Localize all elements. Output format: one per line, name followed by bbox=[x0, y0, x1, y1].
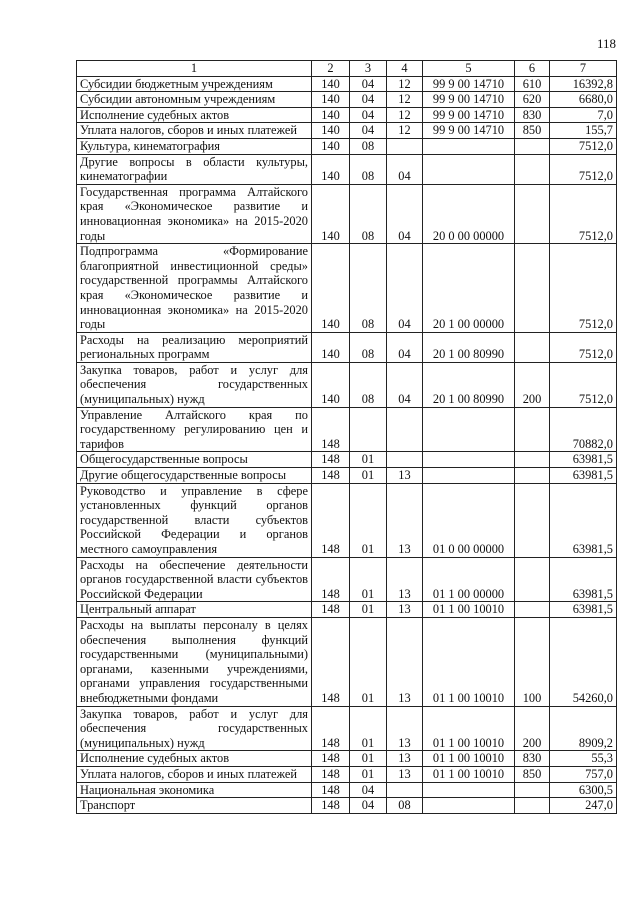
table-row bbox=[77, 332, 617, 362]
expense-name-cell: Транспорт bbox=[77, 798, 312, 814]
section-code-cell: 01 bbox=[350, 617, 387, 706]
section-code-cell: 01 bbox=[350, 557, 387, 602]
section-code-cell: 08 bbox=[350, 154, 387, 184]
section-code-cell: 04 bbox=[350, 107, 387, 123]
target-article-cell: 01 1 00 10010 bbox=[423, 706, 515, 751]
expense-type-cell bbox=[515, 244, 550, 333]
expense-type-cell: 100 bbox=[515, 617, 550, 706]
expense-name-cell: Субсидии бюджетным учреждениям bbox=[77, 76, 312, 92]
expense-type-cell bbox=[515, 602, 550, 618]
amount-cell: 7512,0 bbox=[550, 332, 617, 362]
subsection-code-cell: 04 bbox=[387, 332, 423, 362]
target-article-cell bbox=[423, 154, 515, 184]
table-row bbox=[77, 557, 617, 602]
header-cell: 4 bbox=[387, 61, 423, 77]
subsection-code-cell bbox=[387, 407, 423, 452]
target-article-cell: 99 9 00 14710 bbox=[423, 107, 515, 123]
table-row bbox=[77, 602, 617, 618]
subsection-code-cell: 04 bbox=[387, 362, 423, 407]
target-article-cell: 20 1 00 80990 bbox=[423, 362, 515, 407]
amount-cell: 7512,0 bbox=[550, 154, 617, 184]
amount-cell: 155,7 bbox=[550, 123, 617, 139]
target-article-cell bbox=[423, 452, 515, 468]
expense-name-cell: Центральный аппарат bbox=[77, 602, 312, 618]
amount-cell: 6300,5 bbox=[550, 782, 617, 798]
target-article-cell bbox=[423, 407, 515, 452]
table-row bbox=[77, 123, 617, 139]
ministry-code-cell: 148 bbox=[312, 798, 350, 814]
subsection-code-cell: 12 bbox=[387, 123, 423, 139]
ministry-code-cell: 140 bbox=[312, 107, 350, 123]
expense-type-cell: 830 bbox=[515, 751, 550, 767]
amount-cell: 7512,0 bbox=[550, 138, 617, 154]
subsection-code-cell: 12 bbox=[387, 76, 423, 92]
expense-type-cell: 830 bbox=[515, 107, 550, 123]
target-article-cell: 01 1 00 00000 bbox=[423, 557, 515, 602]
expense-name-cell: Расходы на реализацию мероприятий региональных программ bbox=[77, 332, 312, 362]
expense-type-cell bbox=[515, 184, 550, 243]
section-code-cell: 01 bbox=[350, 602, 387, 618]
subsection-code-cell: 12 bbox=[387, 92, 423, 108]
amount-cell: 7512,0 bbox=[550, 244, 617, 333]
table-row bbox=[77, 154, 617, 184]
subsection-code-cell: 13 bbox=[387, 602, 423, 618]
ministry-code-cell: 148 bbox=[312, 483, 350, 557]
target-article-cell bbox=[423, 138, 515, 154]
section-code-cell: 04 bbox=[350, 123, 387, 139]
section-code-cell: 01 bbox=[350, 468, 387, 484]
amount-cell: 6680,0 bbox=[550, 92, 617, 108]
expense-name-cell: Уплата налогов, сборов и иных платежей bbox=[77, 123, 312, 139]
ministry-code-cell: 148 bbox=[312, 468, 350, 484]
section-code-cell: 01 bbox=[350, 751, 387, 767]
subsection-code-cell bbox=[387, 138, 423, 154]
ministry-code-cell: 148 bbox=[312, 617, 350, 706]
amount-cell: 247,0 bbox=[550, 798, 617, 814]
section-code-cell: 08 bbox=[350, 138, 387, 154]
table-row bbox=[77, 362, 617, 407]
ministry-code-cell: 148 bbox=[312, 602, 350, 618]
target-article-cell: 01 1 00 10010 bbox=[423, 766, 515, 782]
target-article-cell: 01 1 00 10010 bbox=[423, 602, 515, 618]
ministry-code-cell: 140 bbox=[312, 362, 350, 407]
table-row bbox=[77, 706, 617, 751]
section-code-cell: 04 bbox=[350, 798, 387, 814]
table-row bbox=[77, 766, 617, 782]
expense-name-cell: Расходы на обеспечение деятельности органов государственной власти субъектов Российской Федерации bbox=[77, 557, 312, 602]
target-article-cell: 20 0 00 00000 bbox=[423, 184, 515, 243]
expense-type-cell bbox=[515, 483, 550, 557]
ministry-code-cell: 140 bbox=[312, 76, 350, 92]
ministry-code-cell: 140 bbox=[312, 184, 350, 243]
section-code-cell: 08 bbox=[350, 244, 387, 333]
expense-type-cell bbox=[515, 407, 550, 452]
expense-type-cell bbox=[515, 154, 550, 184]
section-code-cell bbox=[350, 407, 387, 452]
expense-name-cell: Подпрограмма «Формирование благоприятной инвестиционной среды» государственной программы Алтайского края «Экономическое развитие и инновационная экономика» на 2015-2020 годы bbox=[77, 244, 312, 333]
target-article-cell: 01 1 00 10010 bbox=[423, 751, 515, 767]
expense-name-cell: Государственная программа Алтайского края «Экономическое развитие и инновационная экономика» на 2015-2020 годы bbox=[77, 184, 312, 243]
amount-cell: 8909,2 bbox=[550, 706, 617, 751]
section-code-cell: 01 bbox=[350, 766, 387, 782]
amount-cell: 63981,5 bbox=[550, 483, 617, 557]
table-header-row bbox=[77, 61, 617, 77]
subsection-code-cell: 13 bbox=[387, 751, 423, 767]
amount-cell: 7,0 bbox=[550, 107, 617, 123]
subsection-code-cell bbox=[387, 452, 423, 468]
expense-type-cell bbox=[515, 452, 550, 468]
amount-cell: 7512,0 bbox=[550, 184, 617, 243]
target-article-cell bbox=[423, 468, 515, 484]
expense-type-cell: 200 bbox=[515, 706, 550, 751]
expense-name-cell: Руководство и управление в сфере установленных функций органов государственной власти субъектов Российской Федерации и органов местного самоуправления bbox=[77, 483, 312, 557]
subsection-code-cell: 04 bbox=[387, 184, 423, 243]
subsection-code-cell: 04 bbox=[387, 244, 423, 333]
table-row bbox=[77, 138, 617, 154]
table-row bbox=[77, 76, 617, 92]
ministry-code-cell: 148 bbox=[312, 751, 350, 767]
ministry-code-cell: 148 bbox=[312, 706, 350, 751]
table-row bbox=[77, 92, 617, 108]
header-cell: 2 bbox=[312, 61, 350, 77]
expense-name-cell: Национальная экономика bbox=[77, 782, 312, 798]
amount-cell: 63981,5 bbox=[550, 452, 617, 468]
expense-name-cell: Другие общегосударственные вопросы bbox=[77, 468, 312, 484]
expense-name-cell: Управление Алтайского края по государственному регулированию цен и тарифов bbox=[77, 407, 312, 452]
table-row bbox=[77, 407, 617, 452]
ministry-code-cell: 148 bbox=[312, 782, 350, 798]
expense-type-cell bbox=[515, 138, 550, 154]
expense-name-cell: Другие вопросы в области культуры, кинематографии bbox=[77, 154, 312, 184]
target-article-cell bbox=[423, 782, 515, 798]
subsection-code-cell: 13 bbox=[387, 468, 423, 484]
amount-cell: 70882,0 bbox=[550, 407, 617, 452]
section-code-cell: 04 bbox=[350, 782, 387, 798]
amount-cell: 757,0 bbox=[550, 766, 617, 782]
amount-cell: 16392,8 bbox=[550, 76, 617, 92]
target-article-cell: 20 1 00 80990 bbox=[423, 332, 515, 362]
table-row bbox=[77, 798, 617, 814]
subsection-code-cell: 13 bbox=[387, 706, 423, 751]
subsection-code-cell: 08 bbox=[387, 798, 423, 814]
section-code-cell: 04 bbox=[350, 92, 387, 108]
ministry-code-cell: 140 bbox=[312, 244, 350, 333]
target-article-cell: 99 9 00 14710 bbox=[423, 123, 515, 139]
table-row bbox=[77, 107, 617, 123]
expense-type-cell bbox=[515, 782, 550, 798]
expense-name-cell: Субсидии автономным учреждениям bbox=[77, 92, 312, 108]
target-article-cell: 20 1 00 00000 bbox=[423, 244, 515, 333]
expense-type-cell: 850 bbox=[515, 123, 550, 139]
target-article-cell bbox=[423, 798, 515, 814]
table-row bbox=[77, 617, 617, 706]
ministry-code-cell: 148 bbox=[312, 766, 350, 782]
header-cell: 5 bbox=[423, 61, 515, 77]
expense-name-cell: Исполнение судебных актов bbox=[77, 751, 312, 767]
expense-type-cell: 610 bbox=[515, 76, 550, 92]
subsection-code-cell: 13 bbox=[387, 557, 423, 602]
table-row bbox=[77, 468, 617, 484]
table-row bbox=[77, 452, 617, 468]
subsection-code-cell: 13 bbox=[387, 617, 423, 706]
expense-type-cell: 620 bbox=[515, 92, 550, 108]
subsection-code-cell: 13 bbox=[387, 483, 423, 557]
amount-cell: 55,3 bbox=[550, 751, 617, 767]
section-code-cell: 04 bbox=[350, 76, 387, 92]
subsection-code-cell: 12 bbox=[387, 107, 423, 123]
target-article-cell: 01 0 00 00000 bbox=[423, 483, 515, 557]
section-code-cell: 01 bbox=[350, 452, 387, 468]
subsection-code-cell: 13 bbox=[387, 766, 423, 782]
expense-type-cell bbox=[515, 557, 550, 602]
amount-cell: 7512,0 bbox=[550, 362, 617, 407]
header-cell: 3 bbox=[350, 61, 387, 77]
header-cell: 6 bbox=[515, 61, 550, 77]
table-row bbox=[77, 244, 617, 333]
target-article-cell: 99 9 00 14710 bbox=[423, 76, 515, 92]
ministry-code-cell: 140 bbox=[312, 123, 350, 139]
table-row bbox=[77, 483, 617, 557]
expense-type-cell: 850 bbox=[515, 766, 550, 782]
expense-type-cell bbox=[515, 468, 550, 484]
header-cell: 7 bbox=[550, 61, 617, 77]
section-code-cell: 01 bbox=[350, 483, 387, 557]
subsection-code-cell bbox=[387, 782, 423, 798]
expense-name-cell: Закупка товаров, работ и услуг для обеспечения государственных (муниципальных) нужд bbox=[77, 362, 312, 407]
expense-name-cell: Расходы на выплаты персоналу в целях обеспечения выполнения функций государственными (муниципальными) органами, казенными учреждениями, органами управления государственными внебюджетными фондами bbox=[77, 617, 312, 706]
target-article-cell: 01 1 00 10010 bbox=[423, 617, 515, 706]
section-code-cell: 08 bbox=[350, 184, 387, 243]
target-article-cell: 99 9 00 14710 bbox=[423, 92, 515, 108]
ministry-code-cell: 140 bbox=[312, 332, 350, 362]
subsection-code-cell: 04 bbox=[387, 154, 423, 184]
amount-cell: 63981,5 bbox=[550, 602, 617, 618]
section-code-cell: 08 bbox=[350, 332, 387, 362]
ministry-code-cell: 140 bbox=[312, 138, 350, 154]
amount-cell: 63981,5 bbox=[550, 557, 617, 602]
amount-cell: 63981,5 bbox=[550, 468, 617, 484]
header-cell: 1 bbox=[77, 61, 312, 77]
ministry-code-cell: 140 bbox=[312, 92, 350, 108]
expense-name-cell: Закупка товаров, работ и услуг для обеспечения государственных (муниципальных) нужд bbox=[77, 706, 312, 751]
expense-name-cell: Культура, кинематография bbox=[77, 138, 312, 154]
expense-type-cell bbox=[515, 332, 550, 362]
amount-cell: 54260,0 bbox=[550, 617, 617, 706]
ministry-code-cell: 140 bbox=[312, 154, 350, 184]
page-number: 118 bbox=[596, 36, 616, 51]
ministry-code-cell: 148 bbox=[312, 452, 350, 468]
table-row bbox=[77, 751, 617, 767]
ministry-code-cell: 148 bbox=[312, 557, 350, 602]
ministry-code-cell: 148 bbox=[312, 407, 350, 452]
section-code-cell: 08 bbox=[350, 362, 387, 407]
table-row bbox=[77, 184, 617, 243]
budget-table bbox=[76, 60, 617, 814]
expense-name-cell: Исполнение судебных актов bbox=[77, 107, 312, 123]
section-code-cell: 01 bbox=[350, 706, 387, 751]
expense-type-cell: 200 bbox=[515, 362, 550, 407]
expense-name-cell: Уплата налогов, сборов и иных платежей bbox=[77, 766, 312, 782]
expense-type-cell bbox=[515, 798, 550, 814]
table-row bbox=[77, 782, 617, 798]
expense-name-cell: Общегосударственные вопросы bbox=[77, 452, 312, 468]
